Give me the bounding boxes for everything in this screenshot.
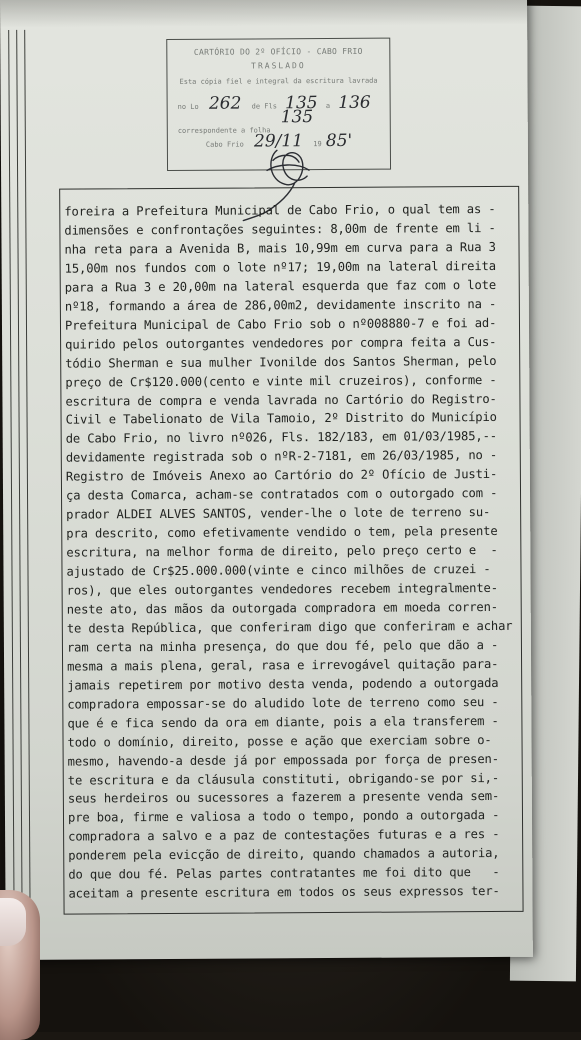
deed-text-line: mesma a mais plena, geral, rasa e irrevogável quitação para- xyxy=(67,656,499,674)
stamp-line: Esta cópia fiel e integral da escritura lavrada xyxy=(179,76,378,86)
deed-text-line: Registro de Imóveis Anexo ao Cartório do 2º Ofício de Justi- xyxy=(65,467,498,484)
deed-text-line: pre boa, firme e valiosa a todo o tempo, pondo a outorgada - xyxy=(67,808,500,825)
deed-text-line: nº18, formando a área de 286,00m2, devidamente inscrito na - xyxy=(64,296,497,314)
thumbnail xyxy=(0,898,26,946)
deed-text-line: ros), que eles outorgantes vendedores recebem integralmente- xyxy=(66,580,498,598)
deed-text-line: ram certa na minha presença, do que dou fé, pelo que dão a - xyxy=(66,637,499,655)
stamp-city-label: Cabo Frio xyxy=(205,140,244,149)
stamp-office: CARTÓRIO DO 2º OFÍCIO - CABO FRIO xyxy=(193,46,363,57)
deed-text-block xyxy=(59,186,523,915)
stamp-year: 85' xyxy=(325,130,353,152)
deed-text-line: quirido pelos outorgantes vendedores por compra feita a Cus- xyxy=(65,334,497,352)
stamp-title: TRASLADO xyxy=(251,61,306,71)
deed-text-line: 15,00m nos fundos com o lote nº17; 19,00m na lateral direita xyxy=(64,258,496,276)
stamp-sheet-sep: a xyxy=(325,101,331,111)
page-top-shadow xyxy=(0,0,527,28)
deed-text-line: tódio Sherman e sua mulher Ivonilde dos Santos Sherman, pelo xyxy=(65,353,497,371)
stamp-book: 262 xyxy=(208,93,242,114)
deed-text-line: prador ALDEI ALVES SANTOS, vender-lhe o lote de terreno su- xyxy=(66,505,491,522)
deed-text-line: ça desta Comarca, acham-se contratados com o outorgado com - xyxy=(65,486,498,503)
deed-text-line: mesmo, havendo-a desde já por empossada por força de presen- xyxy=(67,751,499,769)
stamp-folio: 135 xyxy=(280,107,314,128)
stamp-sheet-to: 136 xyxy=(338,92,371,113)
deed-text-line: jamais repetirem por motivo desta venda, podendo a outorgada xyxy=(67,675,499,693)
stamp-book-label: no Lo xyxy=(177,102,199,111)
deed-text-line: para a Rua 3 e 20,00m na lateral esquerda que faz com o lote xyxy=(64,277,497,295)
deed-text-line: escritura de compra e venda lavrada no Cartório do Registro- xyxy=(65,391,497,409)
deed-text-line: pra descrito, como efetivamente vendido o tem, pela presente xyxy=(66,524,498,541)
deed-text-line: Civil e Tabelionato de Vila Tamoio, 2º Distrito do Município xyxy=(65,410,497,428)
deed-text-line: compradora empossar-se do aludido lote de terreno como seu - xyxy=(67,694,499,712)
deed-text-line: seus herdeiros ou sucessores a fazerem a presente venda sem- xyxy=(67,789,500,807)
deed-text-line: devidamente registrada sob o nºR-2-7181, em 26/03/1985, no - xyxy=(65,448,498,465)
deed-text-line: escritura, na melhor forma de direito, pelo preço certo e - xyxy=(66,543,498,560)
deed-text-line: do que dou fé. Pelas partes contratantes me foi dito que - xyxy=(68,865,500,882)
deed-text-line: nha reta para a Avenida B, mais 10,99m em curva para a Rua 3 xyxy=(64,239,496,257)
deed-text-line: ponderem pela evicção de direito, quando chamados a autoria, xyxy=(68,846,500,863)
stamp-sheet-from: 135 xyxy=(285,93,318,114)
deed-text-line: todo o domínio, direito, posse e ação que exerciam sobre o- xyxy=(67,732,492,750)
deed-text-line: de Cabo Frio, no livro nº026, Fls. 182/183, em 01/03/1985,-- xyxy=(65,429,497,446)
stamp-folio-label: correspondente a folha xyxy=(177,126,271,135)
deed-text-line: preço de Cr$120.000(cento e vinte mil cruzeiros), conforme - xyxy=(65,372,497,390)
deed-text-line: neste ato, das mãos da outorgada compradora em moeda corren- xyxy=(66,599,499,617)
deed-text-line: aceitam a presente escritura em todos os seus expressos ter- xyxy=(68,884,500,901)
deed-text-line: te desta República, que conferiram digo que conferiram e achar xyxy=(66,618,513,636)
deed-text-line: te escritura e da cláusula constituti, obrigando-se por si,- xyxy=(67,770,500,788)
stamp-date: 29/11 xyxy=(253,131,304,152)
deed-text-line: Prefeitura Municipal de Cabo Frio sob o nº008880-7 e foi ad- xyxy=(64,315,497,333)
deed-text-line: compradora a salvo e a paz de contestações futuras e a res - xyxy=(68,827,500,844)
margin-line xyxy=(8,30,14,920)
deed-text-line: ajustado de Cr$25.000.000(vinte e cinco milhões de cruzei - xyxy=(66,562,491,579)
deed-text-line: foreira a Prefeitura Municipal de Cabo Frio, o qual tem as - xyxy=(64,201,496,219)
margin-line xyxy=(24,30,30,920)
stamp-sheet-label: de Fls xyxy=(251,102,277,111)
stamp-book-row xyxy=(178,93,371,114)
deed-text-line: que é e fica sendo da ora em diante, pois a ela transferem - xyxy=(67,713,499,731)
stamp-year-label: 19 xyxy=(313,140,322,149)
deed-text-line: dimensões e confrontações seguintes: 8,00m de frente em li - xyxy=(64,220,496,238)
margin-line xyxy=(16,30,22,920)
